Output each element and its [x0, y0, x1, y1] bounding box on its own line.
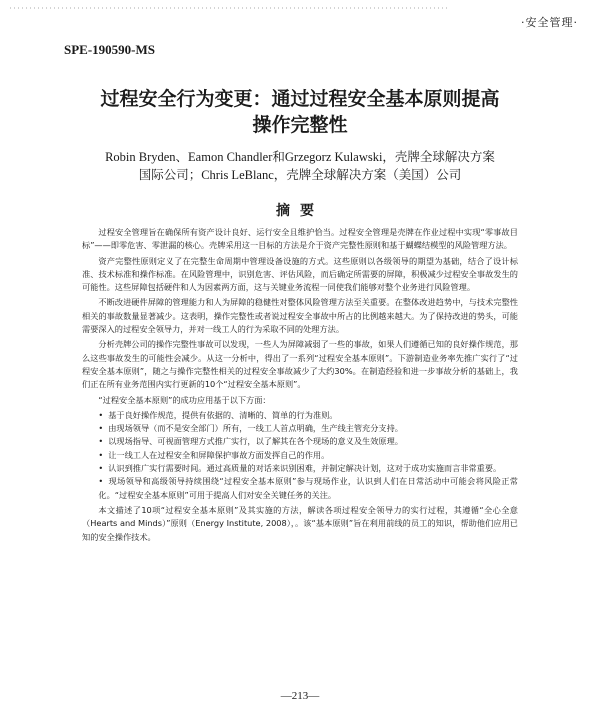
list-item: [82, 422, 518, 435]
list-item: [82, 462, 518, 475]
page-title: [60, 86, 540, 138]
abstract-paragraph: 不断改进硬件屏障的管理能力和人为屏障的稳健性对整体风险管理方法至关重要。在整体改进趋势中，与技术完整性相关的事故数量显著减少。这表明，操作完整性或者说过程安全事故中所占的比例越来越大。为了保持改进的势头，可能需要深入的过程安全领导力，并对一线工人的行为采取不同的处理方法。: [82, 297, 518, 335]
bullet-icon: •: [98, 436, 104, 447]
bullet-icon: •: [98, 423, 104, 434]
list-item-text: 以现场指导、可视面管理方式推广实行，以了解其在各个现场的意义及生效原理。: [108, 436, 403, 447]
bullet-lead: “过程安全基本原则”的成功应用基于以下方面：: [98, 394, 271, 405]
paper-id: SPE-190590-MS: [64, 42, 155, 57]
abstract-paragraph: 过程安全管理旨在确保所有资产设计良好、运行安全且维护恰当。过程安全管理是壳牌在作业过程中实现“零事故目标”——即零危害、零泄漏的核心。壳牌采用这一目标的方法是介于资产完整性原则和基于蝴蝶结模型的风险管理方法。: [82, 227, 518, 251]
abstract-body: [82, 226, 518, 546]
abstract-heading: 摘要: [276, 203, 324, 219]
page-number: —213—: [280, 690, 320, 702]
abstract-paragraph: 资产完整性原则定义了在完整生命周期中管理设备设施的方式。这些原则以各级领导的期望为基础，结合了设计标准、技术标准和操作标准。在风险管理中，识别危害、评估风险，而后确定所需要的屏障，积极减少过程安全事故发生的可能性。这些屏障包括硬件和人为因素两方面，这与关键业务流程一同使我们能够对整个业务进行风险管理。: [82, 255, 518, 293]
list-item: [82, 435, 518, 448]
abstract-closing: 本文描述了10项“过程安全基本原则”及其实施的方法，解读各项过程安全领导力的实行过程，其遵循“全心全意（Hearts and Minds）”原则（Energy Institute, 2008），。该“基本原则”旨在利用前线的员工的知识，帮助他们应用已知的安全操作技术。: [82, 504, 518, 542]
authors-line-1: Robin Bryden、Eamon Chandler和Grzegorz Kulawski，壳牌全球解决方案: [105, 150, 495, 164]
list-item-text: 基于良好操作规范，提供有依据的、清晰的、简单的行为准则。: [108, 409, 338, 420]
bullet-icon: •: [98, 463, 104, 474]
list-item-text: 让一线工人在过程安全和屏障保护事故方面发挥自己的作用。: [108, 449, 330, 460]
section-label: ·安全管理·: [521, 16, 578, 29]
title-line-1: 过程安全行为变更：通过过程安全基本原则提高: [100, 88, 500, 110]
list-item-text: 现场领导和高级领导持续围绕“过程安全基本原则”参与现场作业，认识到人们在日常活动中可能会将风险正常化。“过程安全基本原则”可用于提高人们对安全关键任务的关注。: [98, 476, 518, 500]
principles-list: [82, 409, 518, 502]
abstract-paragraph: 分析壳牌公司的操作完整性事故可以发现，一些人为屏障减弱了一些的事故，如果人们遵循已知的良好操作规范，那么这些事故发生的可能性会减少。从这一分析中，得出了一系列“过程安全基本原则”。下游制造业务率先推广实行了“过程安全基本原则”，随之与操作完整性相关的过程安全事故减少了大约30%。在制造经验和进一步事故分析的基础上，我们正在所有业务范围内实行更新的10个“过程安全基本原则”。: [82, 339, 518, 390]
authors-line-2: 国际公司；Chris LeBlanc，壳牌全球解决方案（美国）公司: [138, 168, 462, 182]
list-item: [82, 449, 518, 462]
bullet-icon: •: [98, 476, 104, 487]
bullet-icon: •: [98, 449, 104, 460]
title-line-2: 操作完整性: [252, 114, 348, 136]
list-item: [82, 409, 518, 422]
bullet-icon: •: [98, 409, 104, 420]
list-item-text: 由现场领导（而不是安全部门）所有，一线工人首点明确，生产线主管充分支持。: [108, 423, 403, 434]
list-item: [82, 475, 518, 502]
authors: [64, 148, 536, 184]
header-rule: [10, 2, 590, 14]
list-item-text: 认识到推广实行需要时间。通过高质量的对话来识别困难，并制定解决计划，这对于成功实施而言非常重要。: [108, 463, 502, 474]
